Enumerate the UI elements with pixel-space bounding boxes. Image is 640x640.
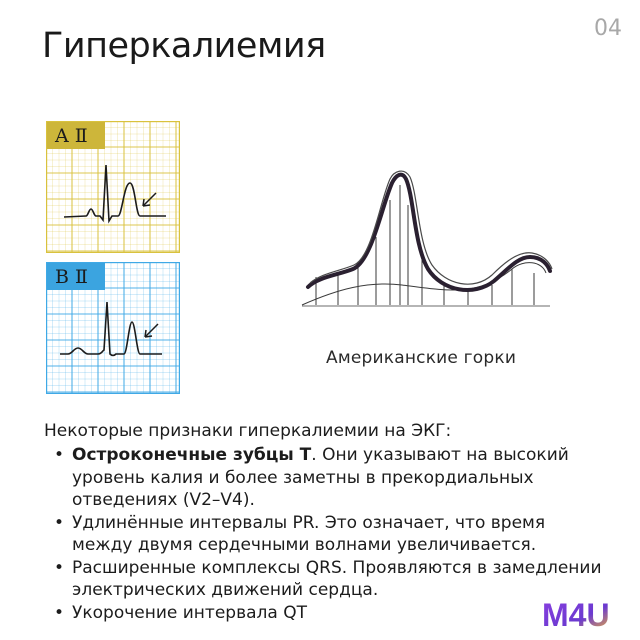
page-title: Гиперкалиемия [42,26,326,66]
illustration-caption: Американские горки [326,348,517,368]
bullet-text: Укорочение интервала QT [72,602,307,623]
arrow-icon [145,324,158,337]
intro-text: Некоторые признаки гиперкалиемии на ЭКГ: [44,421,452,441]
bullet-emphasis: Остроконечные зубцы Т [72,445,312,465]
ecg-signs-list [50,444,610,624]
list-item [50,602,610,625]
ecg-panel-b [46,262,180,394]
list-item [50,444,610,512]
list-item [50,557,610,602]
lead-label-b: B Ⅱ [47,263,105,290]
m4u-logo [540,594,632,634]
bullet-text: Удлинённые интервалы PR. Это означает, что время между двумя сердечными волнами увеличивается. [72,512,546,555]
ecg-panel-a [46,121,180,253]
bullet-text: Расширенные комплексы QRS. Проявляются в замедлении электрических движений сердца. [72,557,602,600]
bullet-text: . Они указывают на высокий уровень калия и более заметны в прекордиальных отведениях (V2–V4). [72,445,569,510]
lead-label-a: A Ⅱ [47,122,105,149]
page-number: 04 [594,16,622,41]
logo-text: M4U [542,597,610,633]
roller-coaster-illustration [298,165,558,325]
list-item [50,512,610,557]
